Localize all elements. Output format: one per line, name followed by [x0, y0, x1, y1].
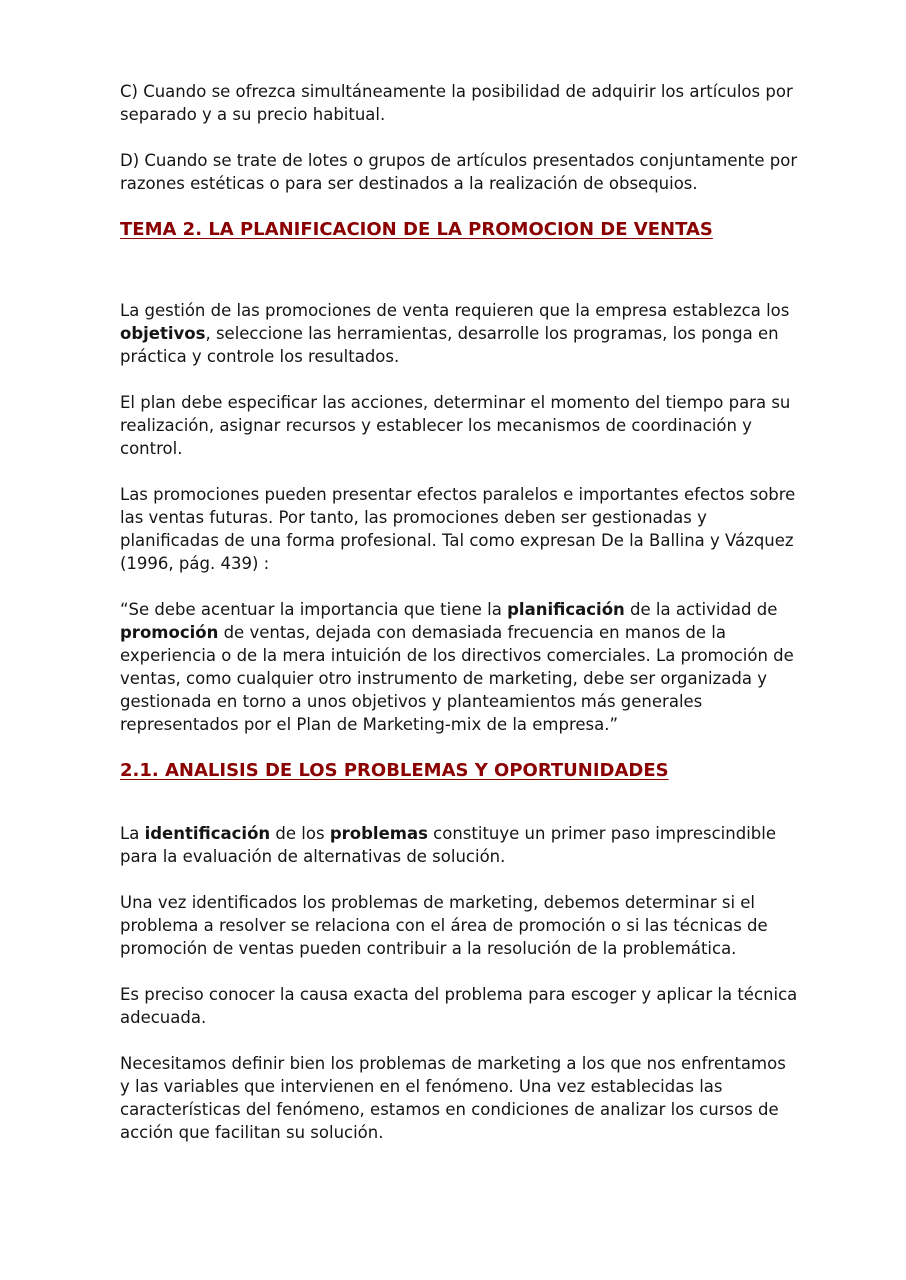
paragraph-espreciso: Es preciso conocer la causa exacta del problema para escoger y aplicar la técnica adecuada.: [120, 985, 798, 1027]
paragraph-necesitamos: Necesitamos definir bien los problemas de marketing a los que nos enfrentamos y las variables que intervienen en el fenómeno. Una vez establecidas las características del fenómeno, estamos en condiciones de analizar los cursos de acción que facilitan su solución.: [120, 1054, 786, 1142]
text-run: de los: [270, 824, 330, 843]
paragraph-identificacion: [120, 822, 800, 868]
text-run: de ventas, dejada con demasiada frecuencia en manos de la experiencia o de la mera intuición de los directivos comerciales. La promoción de ventas, como cualquier otro instrumento de marketing, debe ser organizada y gestionada en torno a unos objetivos y planteamientos más generales representados por el Plan de Marketing-mix de la empresa.”: [120, 623, 794, 734]
paragraph-quote: [120, 598, 800, 736]
paragraph-unavez: Una vez identificados los problemas de marketing, debemos determinar si el problema a resolver se relaciona con el área de promoción o si las técnicas de promoción de ventas pueden contribuir a la resolución de la problemática.: [120, 893, 768, 958]
paragraph-item-d: D) Cuando se trate de lotes o grupos de artículos presentados conjuntamente por razones estéticas o para ser destinados a la realización de obsequios.: [120, 151, 798, 193]
text-run: “Se debe acentuar la importancia que tiene la: [120, 600, 508, 619]
paragraph-promociones: Las promociones pueden presentar efectos paralelos e importantes efectos sobre las ventas futuras. Por tanto, las promociones deben ser gestionadas y planificadas de una forma profesional. Tal como expresan De la Ballina y Vázquez (1996, pág. 439) :: [120, 485, 796, 573]
bold-text-promocion: promoción: [120, 623, 219, 642]
text-run: , seleccione las herramientas, desarrolle los programas, los ponga en práctica y controle los resultados.: [120, 324, 779, 366]
bold-text-identificacion: identificación: [144, 824, 271, 843]
section-heading-2-1: 2.1. ANALISIS DE LOS PROBLEMAS Y OPORTUNIDADES: [120, 760, 669, 781]
paragraph-gestion: [120, 299, 800, 368]
section-heading-tema2: TEMA 2. LA PLANIFICACION DE LA PROMOCION DE VENTAS: [120, 219, 713, 240]
paragraph-plan: El plan debe especificar las acciones, determinar el momento del tiempo para su realización, asignar recursos y establecer los mecanismos de coordinación y control.: [120, 393, 791, 458]
text-run: La gestión de las promociones de venta requieren que la empresa establezca los: [120, 301, 790, 320]
paragraph-item-c: C) Cuando se ofrezca simultáneamente la posibilidad de adquirir los artículos por separado y a su precio habitual.: [120, 82, 793, 124]
text-run: La: [120, 824, 145, 843]
bold-text-objetivos: objetivos: [120, 324, 206, 343]
text-run: constituye un primer paso imprescindible para la evaluación de alternativas de solución.: [120, 824, 776, 866]
text-run: de la actividad de: [624, 600, 778, 619]
bold-text-planificacion: planificación: [507, 600, 625, 619]
bold-text-problemas: problemas: [329, 824, 428, 843]
